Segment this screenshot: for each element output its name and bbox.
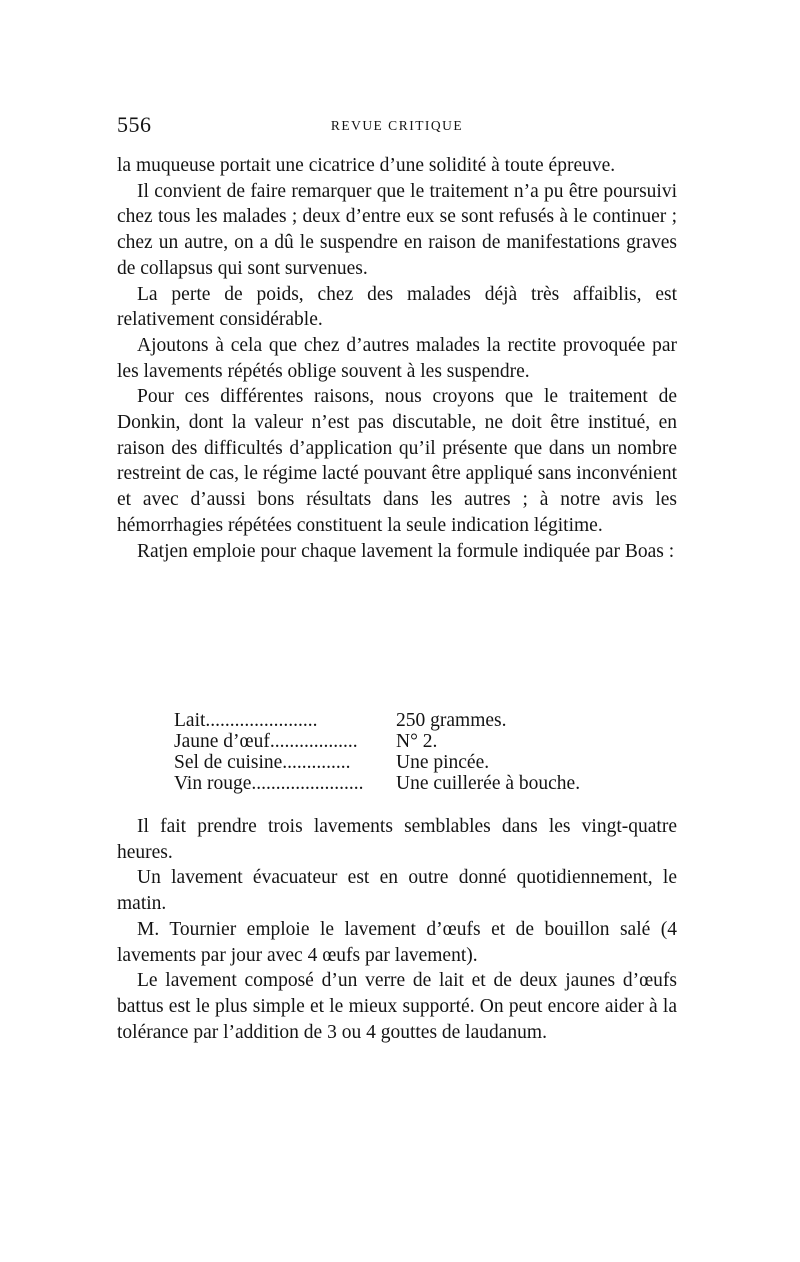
formula-row: [174, 710, 644, 731]
paragraph: Un lavement évacuateur est en outre donné quotidiennement, le matin.: [117, 867, 677, 915]
main-text-block: [117, 153, 677, 564]
paragraph: Il convient de faire remarquer que le traitement n’a pu être poursuivi chez tous les malades ; deux d’entre eux se sont refusés à le continuer ; chez un autre, on a dû le suspendre en raison de manifestations graves de collapsus qui sont survenues.: [117, 180, 677, 279]
paragraph: Ajoutons à cela que chez d’autres malades la rectite provoquée par les lavements répétés oblige souvent à les suspendre.: [117, 334, 677, 382]
secondary-text-block: [117, 814, 677, 1045]
enema-formula: [174, 710, 644, 794]
paragraph-continuation: la muqueuse portait une cicatrice d’une solidité à toute épreuve.: [117, 155, 616, 176]
paragraph: La perte de poids, chez des malades déjà très affaiblis, est relativement considérable.: [117, 283, 677, 331]
formula-quantity: N° 2.: [396, 731, 438, 752]
paragraph: Le lavement composé d’un verre de lait et de deux jaunes d’œufs battus est le plus simple et le mieux supporté. On peut encore aider à la tolérance par l’addition de 3 ou 4 gouttes de laudanum.: [117, 970, 677, 1043]
formula-quantity: 250 grammes.: [396, 710, 507, 731]
paragraph: Ratjen emploie pour chaque lavement la formule indiquée par Boas :: [137, 540, 675, 562]
formula-row: [174, 773, 644, 794]
formula-quantity: Une cuillerée à bouche.: [396, 773, 581, 794]
page-number: 556: [117, 112, 152, 137]
formula-quantity: Une pincée.: [396, 752, 490, 773]
formula-ingredient: Lait.......................: [174, 710, 318, 731]
paragraph: M. Tournier emploie le lavement d’œufs et de bouillon salé (4 lavements par jour avec 4 œufs par lavement).: [117, 918, 677, 966]
running-title: REVUE CRITIQUE: [330, 118, 464, 133]
page-header: [117, 112, 677, 142]
formula-ingredient: Sel de cuisine..............: [174, 752, 351, 773]
formula-ingredient: Jaune d’œuf..................: [174, 731, 358, 752]
formula-row: [174, 731, 644, 752]
paragraph: Pour ces différentes raisons, nous croyons que le traitement de Donkin, dont la valeur n’est pas discutable, ne doit être institué, en raison des difficultés d’application qu’il présente que dans un nombre restreint de cas, le régime lacté pouvant être appliqué sans inconvénient et avec d’aussi bons résultats dans les autres ; à notre avis les hémorrhagies répétées constituent la seule indication légitime.: [117, 386, 677, 536]
formula-ingredient: Vin rouge.......................: [174, 773, 364, 794]
paragraph: Il fait prendre trois lavements semblables dans les vingt-quatre heures.: [117, 816, 677, 863]
formula-row: [174, 752, 644, 773]
